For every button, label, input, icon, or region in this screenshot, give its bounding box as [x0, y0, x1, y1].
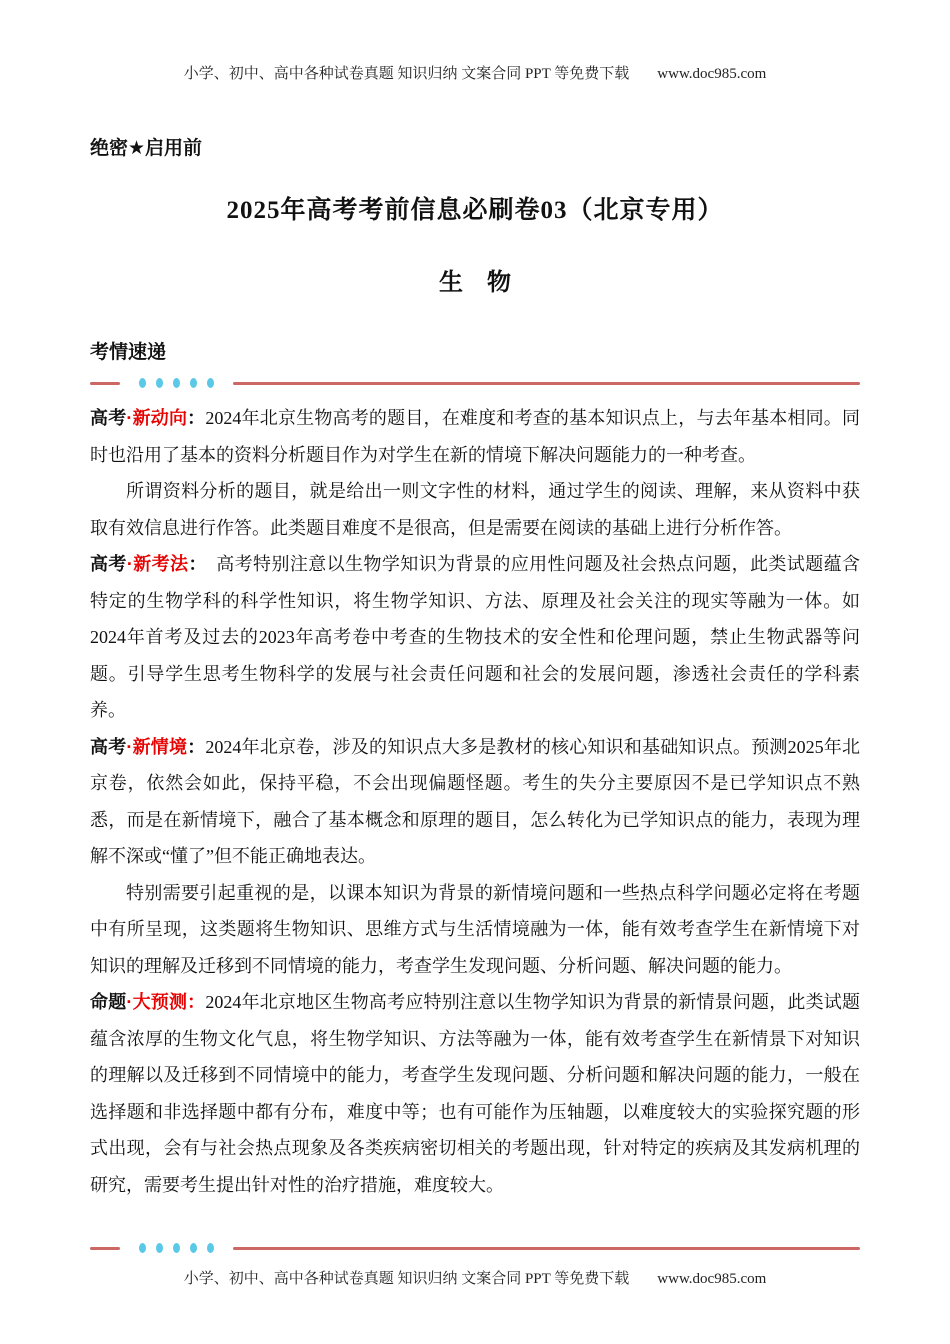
- divider-line-long: [233, 382, 860, 385]
- section-divider-bottom: [90, 1243, 860, 1253]
- divider-dot: [190, 1243, 197, 1253]
- divider-dot: [156, 1243, 163, 1253]
- divider-line-short: [90, 382, 120, 385]
- divider-dot: [207, 378, 214, 388]
- header-url: www.doc985.com: [657, 66, 767, 82]
- classified-label: 绝密★启用前: [90, 138, 203, 159]
- para-text: 特别需要引起重视的是，以课本知识为背景的新情境问题和一些热点科学问题必定将在考题中有所呈现，这类题将生物知识、思维方式与生活情境融为一体，能有效考查学生在新情境下对知识的理解及迁移到不同情境的能力，考查学生发现问题、分析问题、解决问题的能力。: [90, 882, 860, 976]
- para-label-colon: ：: [187, 736, 206, 757]
- para-label-colon: ：: [188, 554, 198, 574]
- para-label-red: 新动向: [132, 408, 188, 428]
- para-label-black: 高考: [90, 408, 127, 428]
- para-proposition-prediction: [90, 984, 860, 1203]
- para-gaokao-new-context: [90, 729, 860, 875]
- divider-dot: [173, 1243, 180, 1253]
- para-text: 所谓资料分析的题目，就是给出一则文字性的材料，通过学生的阅读、理解，来从资料中获取有效信息进行作答。此类题目难度不是很高，但是需要在阅读的基础上进行分析作答。: [90, 481, 860, 538]
- para-label-black: 命题: [90, 992, 127, 1012]
- para-label-red: 新考法: [132, 554, 189, 574]
- para-gaokao-new-method: [90, 546, 860, 729]
- para-key-attention: [90, 875, 860, 985]
- section-divider-top: [90, 378, 860, 388]
- para-text: 2024年北京生物高考的题目，在难度和考查的基本知识点上，与去年基本相同。同时也沿用了基本的资料分析题目作为对学生在新的情境下解决问题能力的一种考查。: [90, 408, 861, 465]
- exam-title: 2025年高考考前信息必刷卷03（北京专用）: [226, 197, 724, 224]
- para-text: 2024年北京地区生物高考应特别注意以生物学知识为背景的新情景问题，此类试题蕴含浓厚的生物文化气息，将生物学知识、方法等融为一体，能有效考查学生在新情景下对知识的理解以及迁移到不同情境中的能力，考查学生发现问题、分析问题和解决问题的能力，一般在选择题和非选择题中都有分布，难度中等；也有可能作为压轴题，以难度较大的实验探究题的形式出现，会有与社会热点现象及各类疾病密切相关的考题出现，针对特定的疾病及其发病机理的研究，需要考生提出针对性的治疗措施，难度较大。: [90, 992, 861, 1195]
- para-material-analysis: [90, 473, 860, 546]
- divider-dots: [134, 1243, 219, 1253]
- para-label-red: 大预测: [132, 992, 188, 1012]
- para-label-dot: ·: [126, 736, 133, 757]
- divider-dot: [139, 378, 146, 388]
- page-footer: [90, 1267, 860, 1288]
- divider-line-short: [90, 1247, 120, 1250]
- para-label-dot: ·: [126, 554, 133, 574]
- para-label-dot: ·: [126, 408, 133, 428]
- divider-dots: [134, 378, 219, 388]
- para-label-black: 高考: [90, 736, 127, 757]
- para-text: 2024年北京卷，涉及的知识点大多是教材的核心知识和基础知识点。预测2025年北京卷，依然会如此，保持平稳，不会出现偏题怪题。考生的失分主要原因不是已学知识点不熟悉，而是在新情境下，融合了基本概念和原理的题目，怎么转化为已学知识点的能力，表现为理解不深或“懂了”但不能正确地表达。: [90, 736, 861, 866]
- footer-text: 小学、初中、高中各种试卷真题 知识归纳 文案合同 PPT 等免费下载: [183, 1271, 630, 1287]
- para-text: 高考特别注意以生物学知识为背景的应用性问题及社会热点问题，此类试题蕴含特定的生物学科的科学性知识，将生物学知识、方法、原理及社会关注的现实等融为一体。如2024年首考及过去的2023年高考卷中考查的生物技术的安全性和伦理问题，禁止生物武器等问题。引导学生思考生物科学的发展与社会责任问题和社会的发展问题，渗透社会责任的学科素养。: [90, 554, 861, 720]
- page-header: [90, 0, 860, 83]
- para-label-red: 新情境: [132, 736, 188, 757]
- section-heading: 考情速递: [90, 342, 167, 363]
- divider-dot: [190, 378, 197, 388]
- para-label-colon: ：: [187, 408, 206, 428]
- para-label-dot: ·: [126, 992, 133, 1012]
- divider-dot: [139, 1243, 146, 1253]
- footer-url: www.doc985.com: [657, 1271, 767, 1287]
- para-gaokao-new-trend: [90, 400, 860, 473]
- divider-dot: [156, 378, 163, 388]
- exam-analysis-body: [90, 400, 860, 1203]
- divider-dot: [207, 1243, 214, 1253]
- para-label-colon: ：: [187, 992, 206, 1012]
- header-text: 小学、初中、高中各种试卷真题 知识归纳 文案合同 PPT 等免费下载: [183, 66, 630, 82]
- divider-dot: [173, 378, 180, 388]
- divider-line-long: [233, 1247, 860, 1250]
- subject-title: 生 物: [439, 270, 511, 296]
- para-label-black: 高考: [90, 554, 127, 574]
